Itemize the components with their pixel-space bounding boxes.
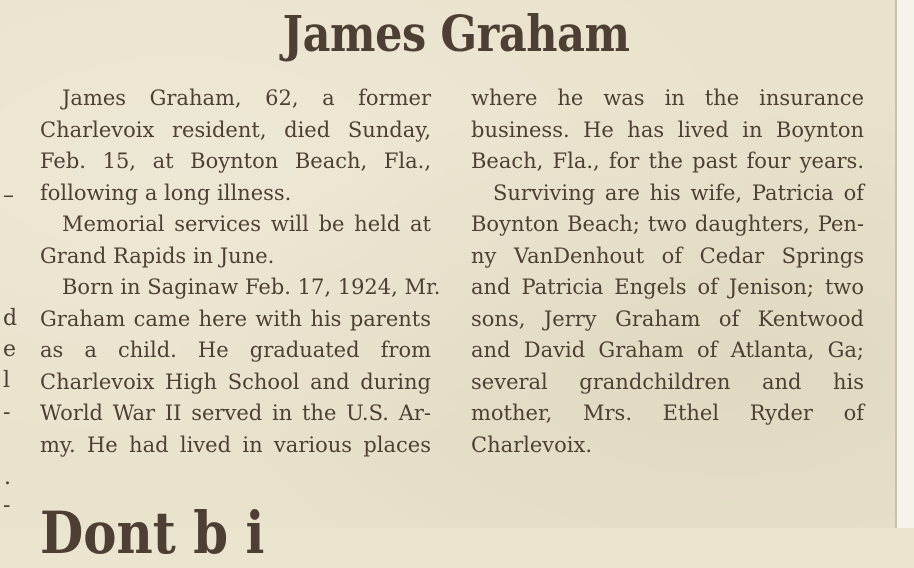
article-line: Born in Saginaw Feb. 17, 1924, Mr. <box>62 275 441 299</box>
article-line: Surviving are his wife, Patricia of <box>493 180 864 205</box>
article-line: Graham came here with his parents <box>40 306 431 331</box>
article-line: Charlevoix resident, died Sunday, <box>40 117 431 142</box>
article-line: Beach, Fla., for the past four years. <box>471 149 864 173</box>
article-line: as a child. He graduated from <box>40 338 431 362</box>
margin-fragment: l <box>3 368 11 393</box>
article-line: mother, Mrs. Ethel Ryder of <box>471 401 864 425</box>
margin-fragment: d <box>3 306 18 331</box>
article-line: ny VanDenhout of Cedar Springs <box>471 243 864 268</box>
next-article-headline-fragment: Dont b i <box>40 499 265 567</box>
article-line: James Graham, 62, a former <box>62 86 431 110</box>
article-line: Feb. 15, at Boynton Beach, Fla., <box>40 149 431 173</box>
clipping-edge <box>895 0 914 528</box>
margin-fragment: . <box>4 465 11 490</box>
article-line: several grandchildren and his <box>471 369 864 394</box>
obituary-headline: James Graham <box>282 4 630 63</box>
article-line: Charlevoix. <box>471 432 593 457</box>
margin-fragment: – <box>3 183 14 208</box>
article-line: and David Graham of Atlanta, Ga; <box>471 338 864 362</box>
article-line: Boynton Beach; two daughters, Pen- <box>471 212 864 236</box>
margin-fragment: - <box>3 400 11 425</box>
article-line: World War II served in the U.S. Ar- <box>40 401 431 425</box>
margin-fragment: e <box>3 337 17 362</box>
article-line: Memorial services will be held at <box>62 212 431 236</box>
article-line: Grand Rapids in June. <box>40 243 275 268</box>
article-line: Charlevoix High School and during <box>40 369 431 394</box>
article-line: business. He has lived in Boynton <box>471 117 864 142</box>
article-line: my. He had lived in various places <box>40 432 431 457</box>
margin-fragment: - <box>3 493 11 518</box>
article-column-left <box>40 83 441 461</box>
article-column-right <box>471 83 864 461</box>
article-line: and Patricia Engels of Jenison; two <box>471 275 864 299</box>
article-line: following a long illness. <box>40 180 292 205</box>
article-line: where he was in the insurance <box>471 86 864 110</box>
article-line: sons, Jerry Graham of Kentwood <box>471 306 864 331</box>
